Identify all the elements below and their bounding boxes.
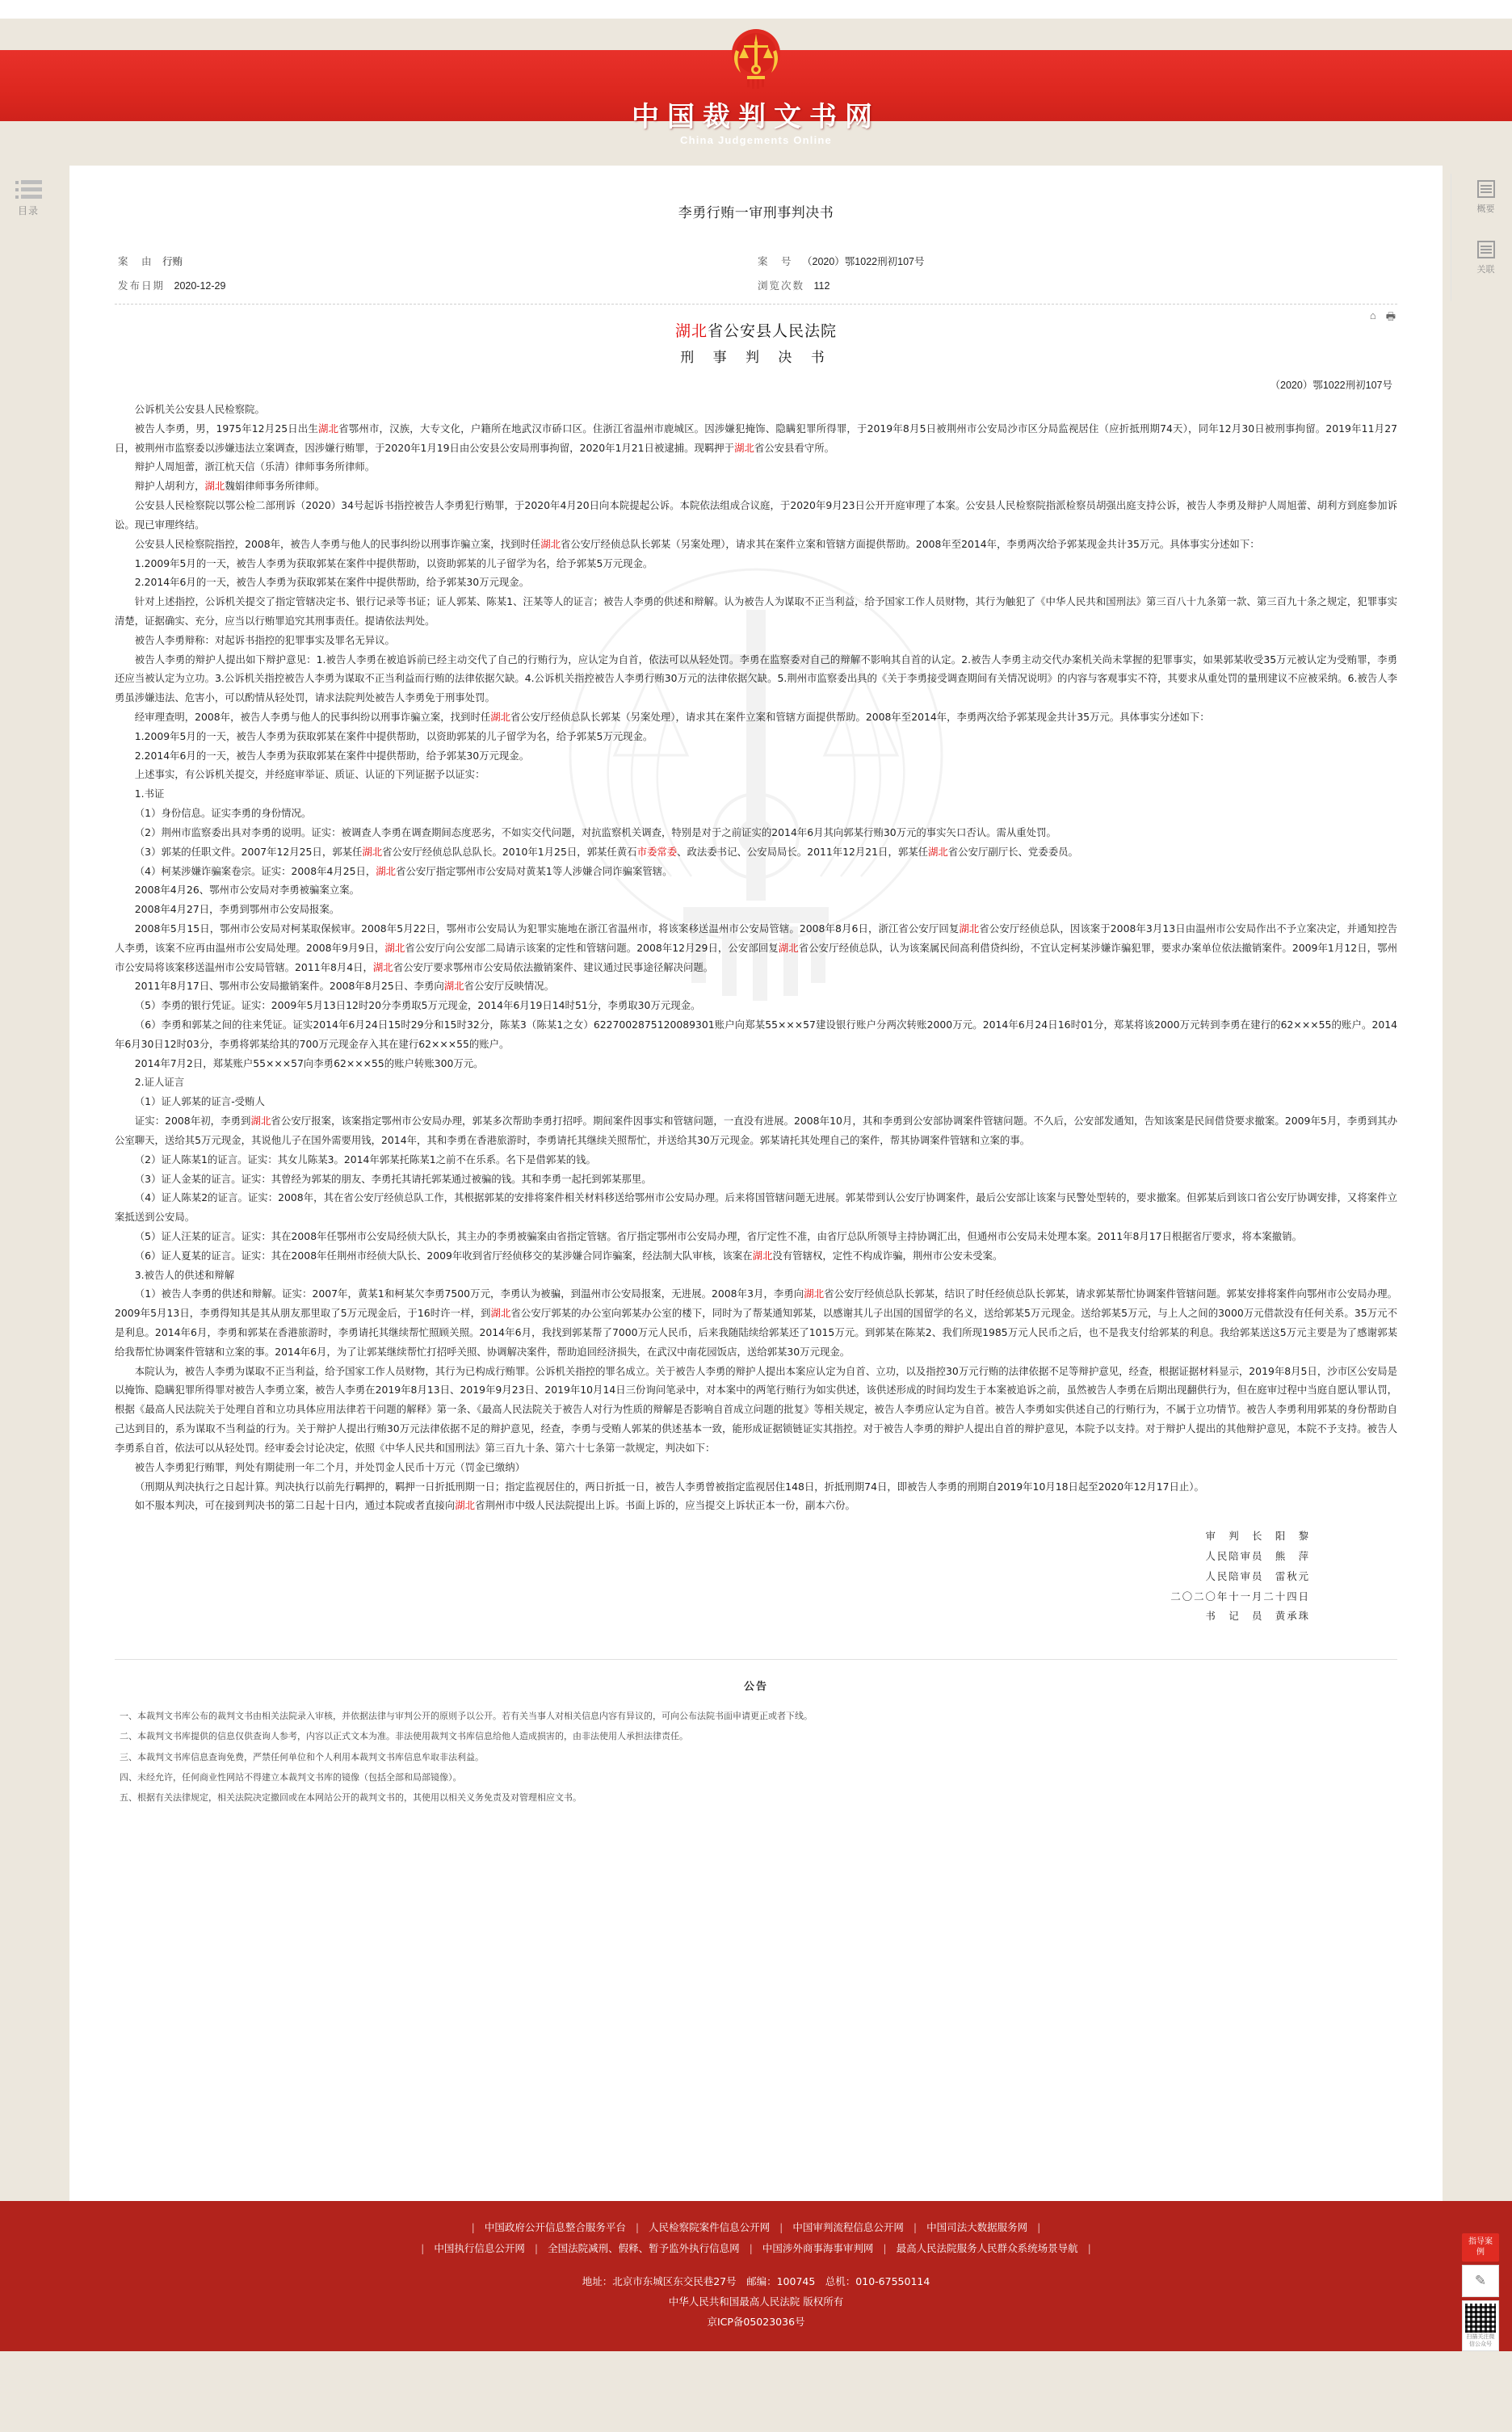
body-paragraph: （6）证人夏某的证言。证实：其在2008年任荆州市经侦大队长、2009年收到省厅经侦移交的某涉嫌合同诈骗案，经法制大队审核，该案在湖北没有管辖权，定性不构成诈骗，荆州市公安未受案。 [134, 1249, 1003, 1262]
rail-label-summary: 概要 [1476, 204, 1495, 214]
body-paragraph: 2.2014年6月的一天，被告人李勇为获取郭某在案件中提供帮助，给予郭某30万元现金。 [134, 749, 530, 762]
body-paragraph: 被告人李勇辩称：对起诉书指控的犯罪事实及罪名无异议。 [134, 633, 395, 646]
footer-separator: | [749, 2242, 753, 2255]
body-paragraph: 2014年7月2日，郑某账户55×××57向李勇62×××55的账户转账300万元。 [134, 1056, 484, 1069]
notice-item: 四、未经允许，任何商业性网站不得建立本裁判文书库的镜像（包括全部和局部镜像）。 [120, 1772, 462, 1783]
body-paragraph: 被告人李勇，男，1975年12月25日出生湖北省鄂州市，汉族，大专文化，户籍所在地武汉市硚口区。住浙江省温州市鹿城区。因涉嫌犯掩饰、隐瞒犯罪所得罪，于2019年8月5日被荆州市公安局沙市区分局监视居住（应折抵刑期74天），同年12月30日被刑事拘留。2019年11月27日，被荆州市监察委以涉嫌违法立案调查，因涉嫌行贿罪，于2020年1月19日由公安县公安局刑事拘留，2020年1月21日被逮捕。现羁押于湖北省公安县看守所。 [115, 422, 1397, 454]
footer-separator: | [1087, 2242, 1091, 2255]
meta-views-label: 浏览次数 [758, 280, 805, 292]
body-paragraph: （1）身份信息。证实李勇的身份情况。 [134, 807, 312, 820]
body-paragraph: 2008年4月26、鄂州市公安局对李勇被骗案立案。 [134, 884, 360, 897]
notice-item: 二、本裁判文书库提供的信息仅供查询人参考，内容以正式文本为准。非法使用裁判文书库信息给他人造成损害的，由非法使用人承担法律责任。 [120, 1731, 688, 1742]
footer-separator: | [421, 2242, 425, 2255]
footer-link[interactable]: 中国政府公开信息整合服务平台 [484, 2221, 626, 2233]
meta-views-value: 112 [813, 280, 830, 292]
wechat-qr-widget[interactable] [1462, 2300, 1499, 2351]
signature-block [115, 1527, 1397, 1627]
floating-widgets [1457, 2233, 1504, 2351]
body-paragraph: 1.书证 [134, 788, 165, 800]
footer-separator: | [779, 2221, 783, 2233]
footer-link[interactable]: 中国司法大数据服务网 [926, 2221, 1028, 2233]
meta-cause-label: 案 由 [118, 256, 153, 267]
meta-pubdate-value: 2020-12-29 [174, 280, 226, 292]
notice-item: 三、本裁判文书库信息查询免费，严禁任何单位和个人利用本裁判文书库信息牟取非法利益。 [120, 1751, 484, 1762]
meta-caseno-value: （2020）鄂1022刑初107号 [802, 256, 925, 267]
meta-cause-value: 行贿 [162, 256, 183, 267]
footer-separator: | [635, 2221, 640, 2233]
site-title-cn: 中国裁判文书网 [632, 101, 880, 133]
notice-item: 一、本裁判文书库公布的裁判文书由相关法院录入审核，并依据法律与审判公开的原则予以公开。若有关当事人对相关信息内容有异议的，可向公布法院书面申请更正或者下线。 [120, 1711, 813, 1722]
body-paragraph: 2.2014年6月的一天，被告人李勇为获取郭某在案件中提供帮助，给予郭某30万元现金。 [134, 576, 530, 589]
feedback-pen-icon[interactable]: ✎ [1462, 2265, 1499, 2297]
judgment-body [115, 400, 1397, 1515]
court-name-rest: 省公安县人民法院 [708, 322, 838, 340]
signature-line: 人民陪审员 熊 萍 [1205, 1549, 1310, 1562]
body-paragraph: 1.2009年5月的一天，被告人李勇为获取郭某在案件中提供帮助，以资助郭某的儿子留学为名，给予郭某5万元现金。 [134, 729, 653, 742]
rail-item-summary[interactable] [1451, 180, 1512, 215]
qr-label: 扫描关注微信公众号 [1466, 2334, 1495, 2347]
site-banner [0, 0, 1512, 166]
footer-links-row-1 [0, 2217, 1512, 2238]
body-paragraph: （刑期从判决执行之日起计算。判决执行以前先行羁押的，羁押一日折抵刑期一日；指定监视居住的，两日折抵一日，被告人李勇曾被指定监视居住148日，折抵刑期74日，即被告人李勇的刑期自2019年10月18日起至2020年12月17日止）。 [134, 1480, 1204, 1493]
related-icon [1477, 241, 1495, 258]
print-icon[interactable]: 🖶 [1385, 310, 1396, 322]
meta-pubdate-label: 发布日期 [118, 280, 166, 292]
body-paragraph: 公诉机关公安县人民检察院。 [134, 403, 265, 415]
notice-item: 五、根据有关法律规定，相关法院决定撤回或在本网站公开的裁判文书的，其使用以相关义务免责及对管理相应文书。 [120, 1792, 582, 1804]
right-rail [1451, 174, 1512, 301]
footer-separator: | [534, 2242, 539, 2255]
body-paragraph: 证实：2008年初，李勇到湖北省公安厅报案，该案指定鄂州市公安局办理，郭某多次帮助李勇打招呼。期间案件因事实和管辖问题，一直没有进展。2008年10月，其和李勇到公安部协调案件管辖问题。不久后，公安部发通知，告知该案是民间借贷要求撤案。2009年5月，李勇到其办公室聊天，送给其5万元现金，其说他儿子在国外需要用钱，2014年，其和李勇在香港旅游时，李勇请托其继续关照帮忙，并送给其30万元现金。郭某请托其处理自己的案件，帮其协调案件管辖和立案的事。 [115, 1115, 1397, 1146]
summary-icon [1477, 180, 1495, 198]
body-paragraph: （1）证人郭某的证言-受贿人 [134, 1095, 265, 1108]
footer-separator: | [1037, 2221, 1041, 2233]
signature-line: 二〇二〇年十一月二十四日 [1170, 1590, 1310, 1602]
notice-title: 公告 [743, 1681, 768, 1694]
body-paragraph: 3.被告人的供述和辩解 [134, 1268, 235, 1281]
body-paragraph: （4）证人陈某2的证言。证实：2008年，其在省公安厅经侦总队工作，其根据郭某的安排将案件相关材料移送给鄂州市公安局办理。后来将国管辖问题无进展。郭某带到认公安厅协调案件，最后公安部让该案与民警处型转的，要求撤案。但郭某后到该口省公安厅协调安排，又将案件立案抵送到公安局。 [115, 1191, 1397, 1224]
guiding-case-button[interactable]: 指导案例 [1462, 2233, 1499, 2262]
footer-separator: | [883, 2242, 887, 2255]
body-paragraph: 2008年5月15日，鄂州市公安局对柯某取保候审。2008年5月22日，鄂州市公安局认为犯罪实施地在浙江省温州市，将该案移送温州市公安局管辖。2008年8月6日，浙江省公安厅回复湖北省公安厅经侦总队，因该案于2008年3月13日由温州市公安局作出不予立案决定，并通知控告人李勇，该案不应再由温州市公安局处理。2008年9月9日，湖北省公安厅向公安部二局请示该案的定性和管辖问题。2008年12月29日，公安部回复湖北省公安厅经侦总队，认为该案属民间高利借贷纠纷，不宜认定柯某涉嫌诈骗犯罪，要求办案单位依法撤销案件。2009年1月12日，鄂州市公安局将该案移送温州市公安局管辖。2011年8月4日，湖北省公安厅要求鄂州市公安局依法撤销案件、建议通过民事途径解决问题。 [115, 922, 1398, 973]
body-paragraph: 公安县人民检察院以鄂公检二部刑诉（2020）34号起诉书指控被告人李勇犯行贿罪，于2020年4月20日向本院提起公诉。本院依法组成合议庭，于2020年9月23日公开开庭审理了本案。公安县人民检察院指派检察员胡强出庭支持公诉，被告人李勇及辩护人周旭蕾、胡利方到庭参加诉讼。现已审理终结。 [115, 499, 1397, 531]
footer-link[interactable]: 中国涉外商事海事审判网 [762, 2242, 874, 2255]
footer-icp[interactable]: 京ICP备05023036号 [707, 2315, 805, 2328]
body-paragraph: 2.证人证言 [134, 1076, 185, 1089]
toc-label: 目录 [17, 205, 39, 216]
body-paragraph: （3）证人金某的证言。证实：其曾经为郭某的朋友、李勇托其请托郭某通过被骗的钱。其和李勇一起托到郭某那里。 [134, 1172, 652, 1185]
document-meta [115, 249, 1397, 297]
court-emblem-icon [726, 23, 786, 92]
signature-line: 人民陪审员 雷秋元 [1205, 1569, 1310, 1582]
court-name [115, 319, 1397, 341]
signature-line: 书 记 员 黄承珠 [1205, 1610, 1310, 1623]
body-paragraph: 经审理查明，2008年，被告人李勇与他人的民事纠纷以刑事诈骗立案，找到时任湖北省公安厅经侦总队长郭某（另案处理），请求其在案件立案和管辖方面提供帮助。2008年至2014年，李勇两次给予郭某现金共计35万元。具体事实分述如下： [134, 711, 1210, 723]
body-paragraph: 1.2009年5月的一天，被告人李勇为获取郭某在案件中提供帮助，以资助郭某的儿子留学为名，给予郭某5万元现金。 [134, 557, 653, 569]
body-paragraph: 如不服本判决，可在接到判决书的第二日起十日内，通过本院或者直接向湖北省荆州市中级人民法院提出上诉。书面上诉的，应当提交上诉状正本一份，副本六份。 [134, 1499, 855, 1512]
body-paragraph: 被告人李勇犯行贿罪，判处有期徒刑一年二个月，并处罚金人民币十万元（罚金已缴纳） [134, 1460, 526, 1473]
meta-divider [115, 304, 1397, 305]
meta-caseno [758, 249, 1397, 273]
meta-col-left [118, 249, 758, 297]
toc-rail[interactable] [0, 180, 57, 217]
footer-link[interactable]: 中国审判流程信息公开网 [792, 2221, 904, 2233]
site-footer [0, 2201, 1512, 2351]
body-paragraph: 辩护人周旭蕾，浙江杭天信（乐清）律师事务所律师。 [134, 460, 376, 473]
notice-list [115, 1706, 1397, 1832]
footer-link[interactable]: 最高人民法院服务人民群众系统场景导航 [896, 2242, 1078, 2255]
body-paragraph: （1）被告人李勇的供述和辩解。证实：2007年，黄某1和柯某欠李勇7500万元，李勇认为被骗，到温州市公安局报案，无进展。2008年3月，李勇向湖北省公安厅经侦总队长郭某，结识了时任经侦总队长郭某，请求郭某帮忙协调案件管辖问题。郭某安排将案件向鄂州市公安局办理。2009年5月13日，李勇得知其是其从朋友那里取了5万元现金后，于16时许一样，到湖北省公安厅郭某的办公室向郭某办公室的楼下，同时为了帮某通知郭某，以感谢其儿子出国的国留学的名义，送给郭某5万元现金。送给郭某5万元，与上人之间的3000万元借款没有任何关系。35万元不是利息。2014年6月，李勇和郭某在香港旅游时，李勇请托其继续帮忙照顾关照。2014年6月，我找到郭某帮了7000万元人民币，后来我随陆续给郭某还了1015万元。到郭某在陈某2、我们所现1985万元人民币之后，也不是我支付给郭某的利息。我给郭某送这5万元主要是为了感谢郭某给我帮忙协调案件管辖和立案的事。2014年6月，为了让郭某继续帮忙打招呼关照、协调解决案件，帮助追回经济损失，在武汉中南花园饭店，送给郭某30万元现金。 [115, 1287, 1398, 1358]
body-paragraph: （6）李勇和郭某之间的往来凭证。证实2014年6月24日15时29分和15时32分，陈某3（陈某1之女）6227002875120089301账户向郑某55×××57建设银行账户分两次转账2000万元。2014年6月24日16时01分，郑某将该2000万元转到李勇在建行的62×××55的账户。2014年6月30日12时03分，李勇将郭某给其的700万元现金存入其在建行62×××55的账户。 [115, 1019, 1397, 1050]
footer-address-block [0, 2271, 1512, 2332]
document-page [17, 166, 1495, 2201]
meta-col-right [758, 249, 1397, 297]
meta-cause [118, 249, 758, 273]
footer-link[interactable]: 人民检察院案件信息公开网 [649, 2221, 771, 2233]
toc-icon [0, 180, 57, 199]
body-paragraph: 被告人李勇的辩护人提出如下辩护意见：1.被告人李勇在被追诉前已经主动交代了自己的行贿行为，应认定为自首，依法可以从轻处罚。李勇在监察委对自己的辩解不影响其自首的认定。2.被告人李勇主动交代办案机关尚未掌握的犯罪事实，如果郭某收受35万元被认定为受贿罪，李勇还应当被认定为立功。3.公诉机关指控被告人李勇为谋取不正当利益而行贿的法律依据欠缺。4.公诉机关指控被告人李勇行贿30万元的法律依据欠缺。5.荆州市监察委出具的《关于李勇接受调查期间有关情况说明》的内容与客观事实不符，其要求从重处罚的量刑建议不应被采纳。6.被告人李勇虽涉嫌违法、危害小，可以酌情从轻处罚，请求法院判处被告人李勇免于刑事处罚。 [115, 653, 1397, 704]
site-title-en: China Judgements Online [680, 134, 832, 146]
footer-link[interactable]: 中国执行信息公开网 [434, 2242, 525, 2255]
listen-icon[interactable]: ⌂ [1369, 309, 1376, 321]
body-paragraph: （3）郭某的任职文件。2007年12月25日，郭某任湖北省公安厅经侦总队总队长。2010年1月25日，郭某任黄石市委常委、政法委书记、公安局局长。2011年12月21日，郭某任湖北省公安厅副厅长、党委委员。 [134, 845, 1078, 858]
meta-views [758, 273, 1397, 297]
signature-line: 审 判 长 阳 黎 [1205, 1530, 1310, 1543]
case-number-right: （2020）鄂1022刑初107号 [1270, 380, 1392, 391]
meta-caseno-label: 案 号 [758, 256, 793, 267]
body-paragraph: 2008年4月27日，李勇到鄂州市公安局报案。 [134, 903, 340, 916]
qr-code-image [1465, 2304, 1496, 2333]
body-paragraph: （2）荆州市监察委出具对李勇的说明。证实：被调查人李勇在调查期间态度恶劣，不如实交代问题，对抗监察机关调查，特别是对于之前证实的2014年6月其向郭某行贿30万元的事实矢口否认。需从重处罚。 [134, 825, 1056, 838]
footer-copyright: 中华人民共和国最高人民法院 版权所有 [668, 2295, 844, 2308]
banner-text-block [0, 103, 1512, 146]
page-title: 李勇行贿一审刑事判决书 [678, 205, 834, 221]
footer-link[interactable]: 全国法院减刑、假释、暂予监外执行信息网 [548, 2242, 740, 2255]
footer-separator: | [913, 2221, 918, 2233]
rail-item-related[interactable] [1451, 241, 1512, 275]
document-kind: 刑 事 判 决 书 [680, 350, 832, 366]
body-paragraph: 本院认为，被告人李勇为谋取不正当利益，给予国家工作人员财物，其行为已构成行贿罪。公诉机关指控的罪名成立。关于被告人李勇的辩护人提出本案应认定为自首、立功，以及指控30万元行贿的法律依据不足等辩护意见，经查，根据证据材料显示，2019年8月5日，沙市区公安局是以掩饰、隐瞒犯罪所得罪对被告人李勇立案，被告人李勇在2019年8月13日、2019年9月23日、2019年10月14日三份询问笔录中，对本案中的两笔行贿行为如实供述，该供述形成的时间均发生于本案被追诉之前，虽然被告人李勇在后期出现翻供行为，但在庭审过程中当庭自愿认罪认罚，根据《最高人民法院关于处理自首和立功具体应用法律若干问题的解释》第一条、《最高人民法院关于被告人对行为性质的辩解是否影响自首成立问题的批复》等相关规定，被告人李勇应认定为自首。被告人李勇如实供述自己的行贿行为，不属于立功情节。被告人李勇利用郭某的身份帮助自己达到目的，系为谋取不当利益的行为。关于辩护人提出行贿30万元法律依据不足的辩护意见，经查，李勇与受贿人郭某的供述基本一致，能形成证据锁链证实其指控。对于被告人李勇的辩护人提出自首的辩护意见，本院予以支持。对于辩护人提出的其他辩护意见，本院不予支持。被告人李勇系自首，依法可以从轻处罚。经审委会讨论决定，依照《中华人民共和国刑法》第三百九十条、第六十七条第一款规定，判决如下： [115, 1364, 1397, 1454]
meta-pubdate [118, 273, 758, 297]
banner-top-strip [0, 0, 1512, 19]
body-paragraph: 2011年8月17日、鄂州市公安局撤销案件。2008年8月25日、李勇向湖北省公安厅反映情况。 [134, 980, 555, 993]
court-name-highlight: 湖北 [674, 322, 708, 340]
body-paragraph: （5）李勇的银行凭证。证实：2009年5月13日12时20分李勇取5万元现金，2014年6月19日14时51分，李勇取30万元现金。 [134, 999, 701, 1012]
body-paragraph: 针对上述指控，公诉机关提交了指定管辖决定书、银行记录等书证；证人郭某、陈某1、汪某等人的证言；被告人李勇的供述和辩解。认为被告人为谋取不正当利益，给予国家工作人员财物，其行为触犯了《中华人民共和国刑法》第三百八十九条第一款、第三百九十条之规定，犯罪事实清楚，证据确实、充分，应当以行贿罪追究其刑事责任。提请依法判处。 [115, 595, 1397, 627]
footer-address: 地址：北京市东城区东交民巷27号 邮编：100745 总机：010-67550114 [582, 2274, 930, 2287]
body-paragraph: 公安县人民检察院指控，2008年，被告人李勇与他人的民事纠纷以刑事诈骗立案，找到时任湖北省公安厅经侦总队长郭某（另案处理），请求其在案件立案和管辖方面提供帮助。2008年至2014年，李勇两次给予郭某现金共计35万元。具体事实分述如下： [134, 537, 1260, 550]
body-paragraph: （2）证人陈某1的证言。证实：其女儿陈某3。2014年郭某托陈某1之前不在乐系。名下是借郭某的钱。 [134, 1153, 596, 1166]
court-header [115, 319, 1397, 392]
footer-links-row-2 [0, 2238, 1512, 2259]
rail-label-related: 关联 [1476, 265, 1495, 275]
body-paragraph: 上述事实，有公诉机关提交，并经庭审举证、质证、认证的下列证据予以证实： [134, 768, 485, 781]
body-paragraph: （5）证人汪某的证言。证实：其在2008年任鄂州市公安局经侦大队长，其主办的李勇被骗案由省指定管辖。省厅指定鄂州市公安局办理，省厅定性不准，由省厅总队所领导主持协调汇出，但通州市公安局未处理本案。2011年8月17日根据省厅要求，将本案撤销。 [134, 1229, 1302, 1242]
body-paragraph: 辩护人胡利方，湖北魏娟律师事务所律师。 [134, 480, 326, 493]
footer-separator: | [471, 2221, 475, 2233]
body-paragraph: （4）柯某涉嫌诈骗案卷宗。证实：2008年4月25日，湖北省公安厅指定鄂州市公安局对黄某1等人涉嫌合同诈骗案管辖。 [134, 864, 673, 877]
